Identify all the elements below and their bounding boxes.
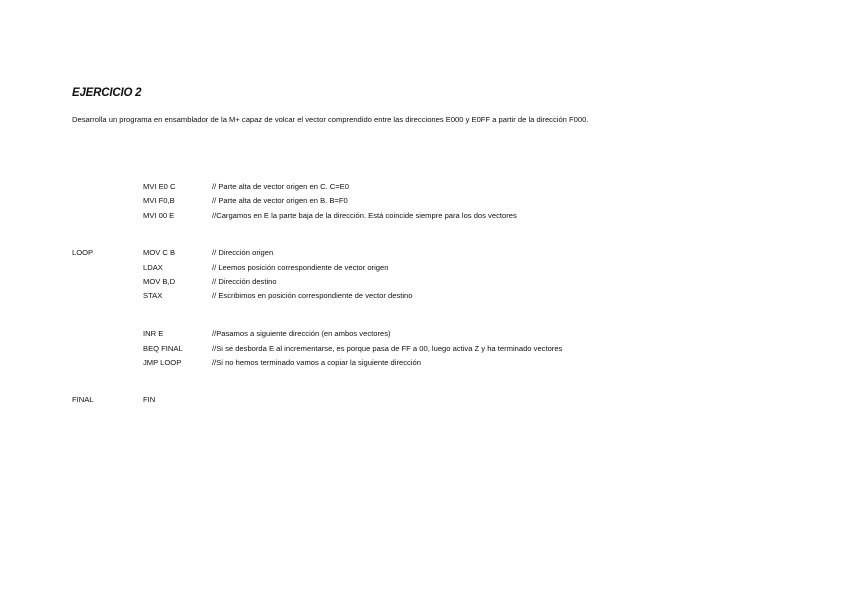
code-line xyxy=(0,329,848,341)
code-instruction: MOV B,D xyxy=(143,277,176,286)
code-comment: //Pasamos a siguiente dirección (en ambos vectores) xyxy=(212,329,391,338)
code-line xyxy=(0,196,848,208)
code-instruction: INR E xyxy=(143,329,164,338)
exercise-description: Desarrolla un programa en ensamblador de la M+ capaz de volcar el vector comprendido entre las direcciones E000 y E0FF a partir de la dirección F000. xyxy=(72,115,589,124)
code-line xyxy=(0,263,848,275)
code-line xyxy=(0,358,848,370)
code-comment: //Si se desborda E al incrementarse, es porque pasa de FF a 00, luego activa Z y ha terminado vectores xyxy=(212,344,563,353)
code-line xyxy=(0,211,848,223)
code-label: FINAL xyxy=(72,395,94,404)
code-line xyxy=(0,248,848,260)
code-comment: // Dirección destino xyxy=(212,277,277,286)
code-instruction: LDAX xyxy=(143,263,163,272)
code-label: LOOP xyxy=(72,248,94,257)
code-line xyxy=(0,277,848,289)
code-comment: // Escribimos en posición correspondiente de vector destino xyxy=(212,291,413,300)
code-comment: // Parte alta de vector origen en B. B=F0 xyxy=(212,196,348,205)
code-line xyxy=(0,291,848,303)
code-comment: //Cargamos en E la parte baja de la dirección. Está coincide siempre para los dos vectores xyxy=(212,211,517,220)
code-instruction: FIN xyxy=(143,395,156,404)
code-instruction: STAX xyxy=(143,291,163,300)
code-comment: // Dirección origen xyxy=(212,248,274,257)
code-line xyxy=(0,344,848,356)
code-instruction: MVI 00 E xyxy=(143,211,175,220)
code-line xyxy=(0,395,848,407)
code-instruction: BEQ FINAL xyxy=(143,344,183,353)
code-instruction: MVI F0,B xyxy=(143,196,175,205)
code-comment: //Si no hemos terminado vamos a copiar la siguiente dirección xyxy=(212,358,421,367)
exercise-title: EJERCICIO 2 xyxy=(72,87,142,99)
code-comment: // Parte alta de vector origen en C. C=E0 xyxy=(212,182,349,191)
code-instruction: MVI E0 C xyxy=(143,182,176,191)
code-instruction: JMP LOOP xyxy=(143,358,182,367)
code-line xyxy=(0,182,848,194)
code-comment: // Leemos posición correspondiente de vector origen xyxy=(212,263,389,272)
code-instruction: MOV C B xyxy=(143,248,176,257)
